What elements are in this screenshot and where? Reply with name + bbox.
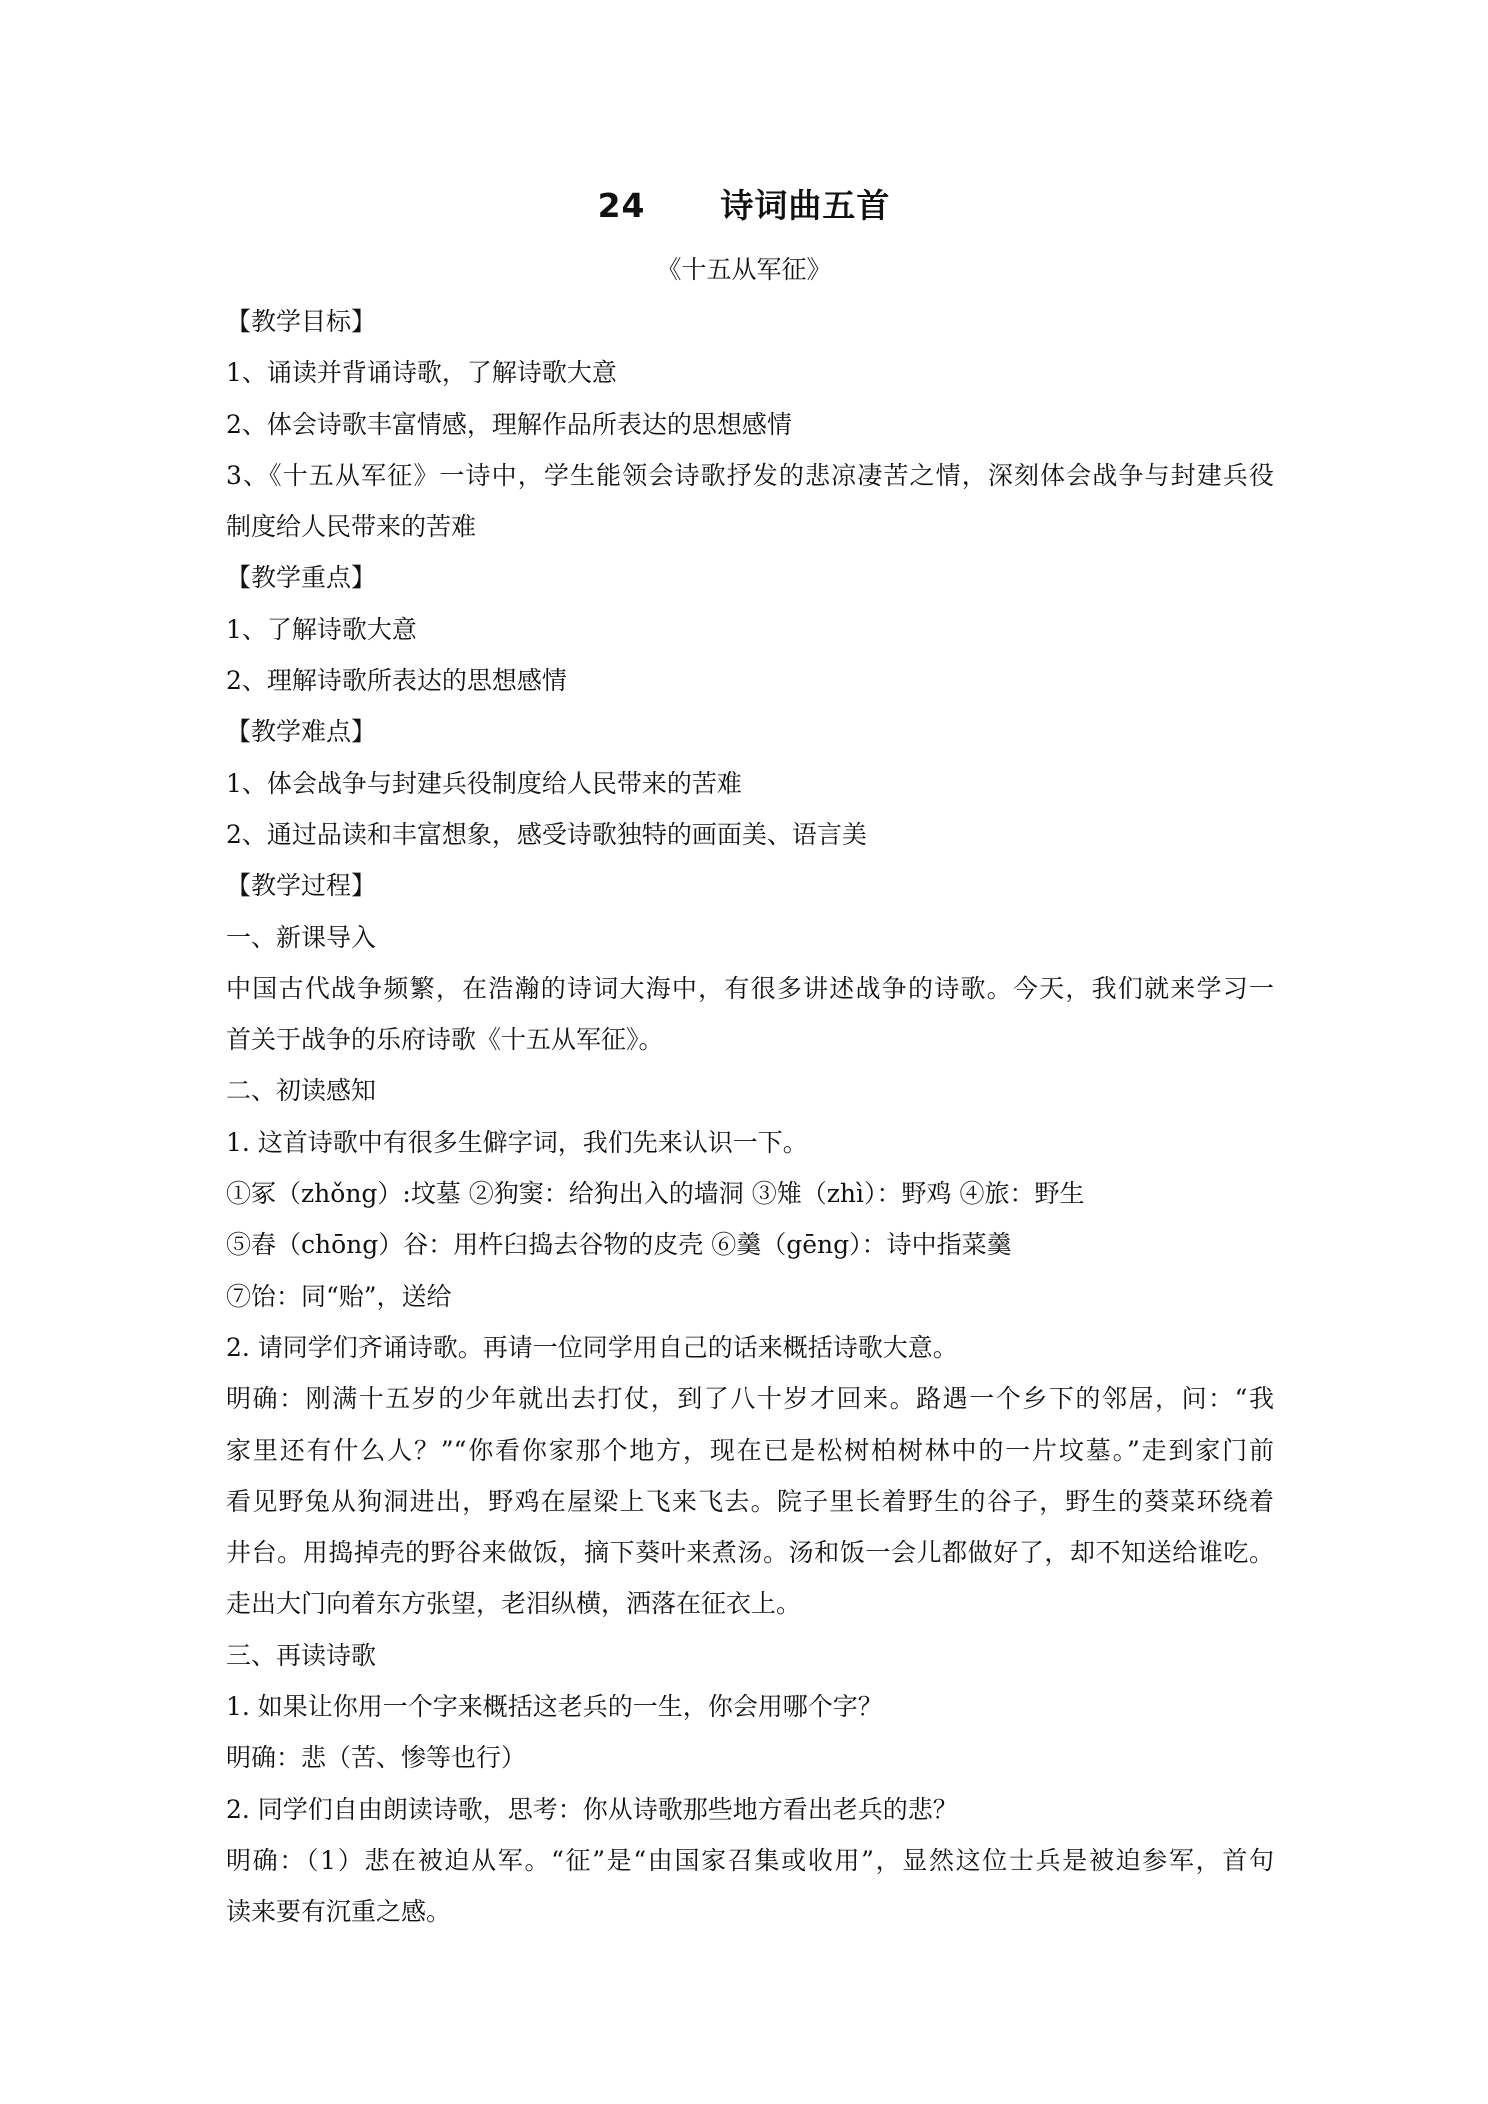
- paragraph-line: 3、《十五从军征》一诗中，学生能领会诗歌抒发的悲凉凄苦之情，深刻体会战争与封建兵役: [226, 460, 1274, 490]
- paragraph-line: 1、了解诗歌大意: [226, 614, 417, 644]
- paragraph-line: 明确：（1）悲在被迫从军。“征”是“由国家召集或收用”，显然这位士兵是被迫参军，首句: [226, 1845, 1274, 1875]
- vocabulary-line: ⑤舂（chōng）谷：用杵臼捣去谷物的皮壳 ⑥羹（gēng）：诗中指菜羹: [226, 1230, 1012, 1260]
- paragraph-line: 制度给人民带来的苦难: [226, 512, 477, 542]
- vocabulary-line: ①冢（zhǒng）:坟墓 ②狗窦：给狗出入的墙洞 ③雉（zhì）：野鸡 ④旅：野生: [226, 1179, 1085, 1209]
- paragraph-line: 家里还有什么人？”“你看你家那个地方，现在已是松树柏树林中的一片坟墓。”走到家门前: [226, 1435, 1274, 1465]
- paragraph-line: 首关于战争的乐府诗歌《十五从军征》。: [226, 1025, 664, 1055]
- paragraph-line: 明确：悲（苦、惨等也行）: [226, 1743, 527, 1773]
- paragraph-line: 1、体会战争与封建兵役制度给人民带来的苦难: [226, 768, 742, 798]
- section-heading-objectives: 【教学目标】: [226, 307, 377, 336]
- subsection-heading: 二、初读感知: [226, 1076, 377, 1106]
- paragraph-line: 中国古代战争频繁，在浩瀚的诗词大海中，有很多讲述战争的诗歌。今天，我们就来学习一: [226, 973, 1274, 1003]
- page-title: 24 诗词曲五首: [597, 186, 891, 225]
- poem-subtitle: 《十五从军征》: [656, 255, 832, 284]
- paragraph-line: 1. 这首诗歌中有很多生僻字词，我们先来认识一下。: [226, 1127, 808, 1157]
- paragraph-line: 1、诵读并背诵诗歌，了解诗歌大意: [226, 358, 617, 388]
- subsection-heading: 三、再读诗歌: [226, 1640, 377, 1670]
- paragraph-line: 2. 请同学们齐诵诗歌。再请一位同学用自己的话来概括诗歌大意。: [226, 1332, 958, 1362]
- vocabulary-line: ⑦饴：同“贻”，送给: [226, 1281, 452, 1311]
- paragraph-line: 走出大门向着东方张望，老泪纵横，洒落在征衣上。: [226, 1589, 802, 1619]
- paragraph-line: 明确：刚满十五岁的少年就出去打仗，到了八十岁才回来。路遇一个乡下的邻居，问：“我: [226, 1384, 1274, 1414]
- paragraph-line: 井台。用捣掉壳的野谷来做饭，摘下葵叶来煮汤。汤和饭一会儿都做好了，却不知送给谁吃。: [226, 1538, 1274, 1568]
- body-text: [226, 296, 1274, 1938]
- paragraph-line: 1. 如果让你用一个字来概括这老兵的一生，你会用哪个字？: [226, 1692, 883, 1722]
- paragraph-line: 读来要有沉重之感。: [226, 1897, 452, 1927]
- paragraph-line: 2、体会诗歌丰富情感，理解作品所表达的思想感情: [226, 409, 792, 439]
- paragraph-line: 2、理解诗歌所表达的思想感情: [226, 666, 567, 696]
- paragraph-line: 看见野兔从狗洞进出，野鸡在屋梁上飞来飞去。院子里长着野生的谷子，野生的葵菜环绕着: [226, 1486, 1274, 1516]
- paragraph-line: 2. 同学们自由朗读诗歌，思考：你从诗歌那些地方看出老兵的悲？: [226, 1794, 958, 1824]
- section-heading-key-points: 【教学重点】: [226, 563, 377, 593]
- paragraph-line: 2、通过品读和丰富想象，感受诗歌独特的画面美、语言美: [226, 819, 867, 849]
- section-heading-process: 【教学过程】: [226, 871, 377, 901]
- subsection-heading: 一、新课导入: [226, 922, 377, 952]
- section-heading-difficulties: 【教学难点】: [226, 717, 377, 747]
